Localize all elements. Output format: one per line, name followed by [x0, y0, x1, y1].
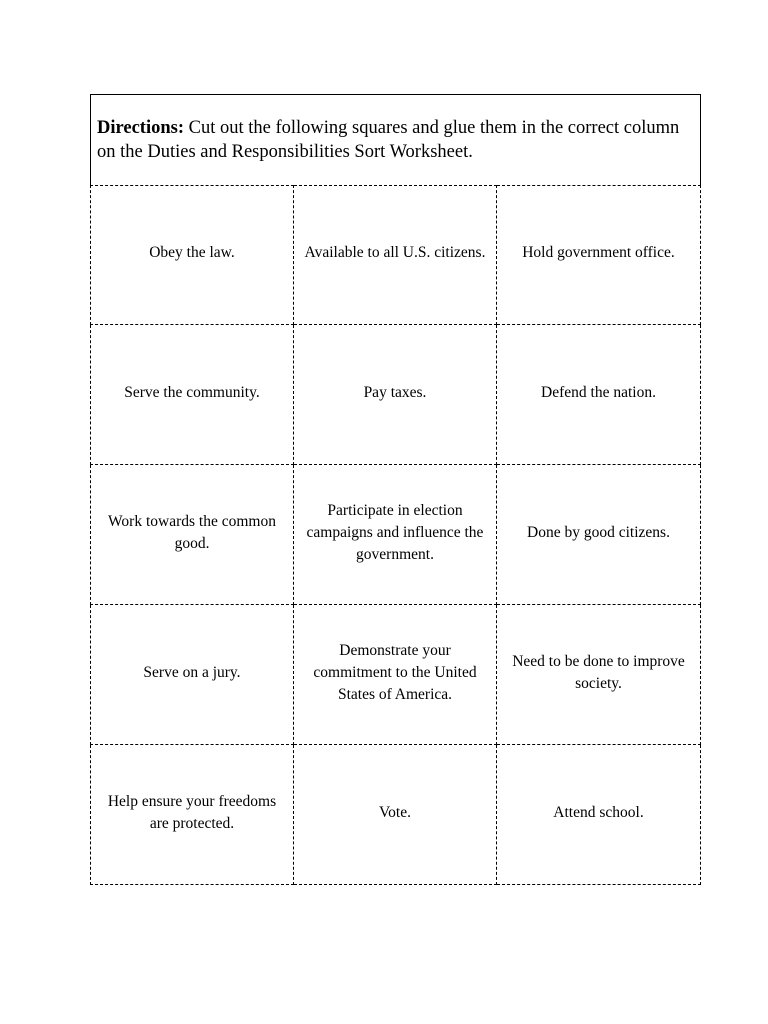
card-demonstrate-commitment: Demonstrate your commitment to the United States of America.: [294, 605, 497, 745]
card-defend-nation: Defend the nation.: [497, 325, 701, 465]
directions-box: [90, 94, 701, 185]
card-available-to-citizens: Available to all U.S. citizens.: [294, 185, 497, 325]
card-serve-jury: Serve on a jury.: [90, 605, 294, 745]
worksheet: [90, 94, 701, 885]
card-pay-taxes: Pay taxes.: [294, 325, 497, 465]
card-common-good: Work towards the common good.: [90, 465, 294, 605]
card-improve-society: Need to be done to improve society.: [497, 605, 701, 745]
card-grid: [90, 185, 701, 885]
card-obey-law: Obey the law.: [90, 185, 294, 325]
card-good-citizens: Done by good citizens.: [497, 465, 701, 605]
card-vote: Vote.: [294, 745, 497, 885]
card-serve-community: Serve the community.: [90, 325, 294, 465]
directions-text: Cut out the following squares and glue them in the correct column on the Duties and Responsibilities Sort Worksheet.: [97, 118, 680, 162]
card-hold-office: Hold government office.: [497, 185, 701, 325]
directions-label: Directions:: [97, 118, 184, 138]
card-election-campaigns: Participate in election campaigns and influence the government.: [294, 465, 497, 605]
card-attend-school: Attend school.: [497, 745, 701, 885]
card-freedoms-protected: Help ensure your freedoms are protected.: [90, 745, 294, 885]
